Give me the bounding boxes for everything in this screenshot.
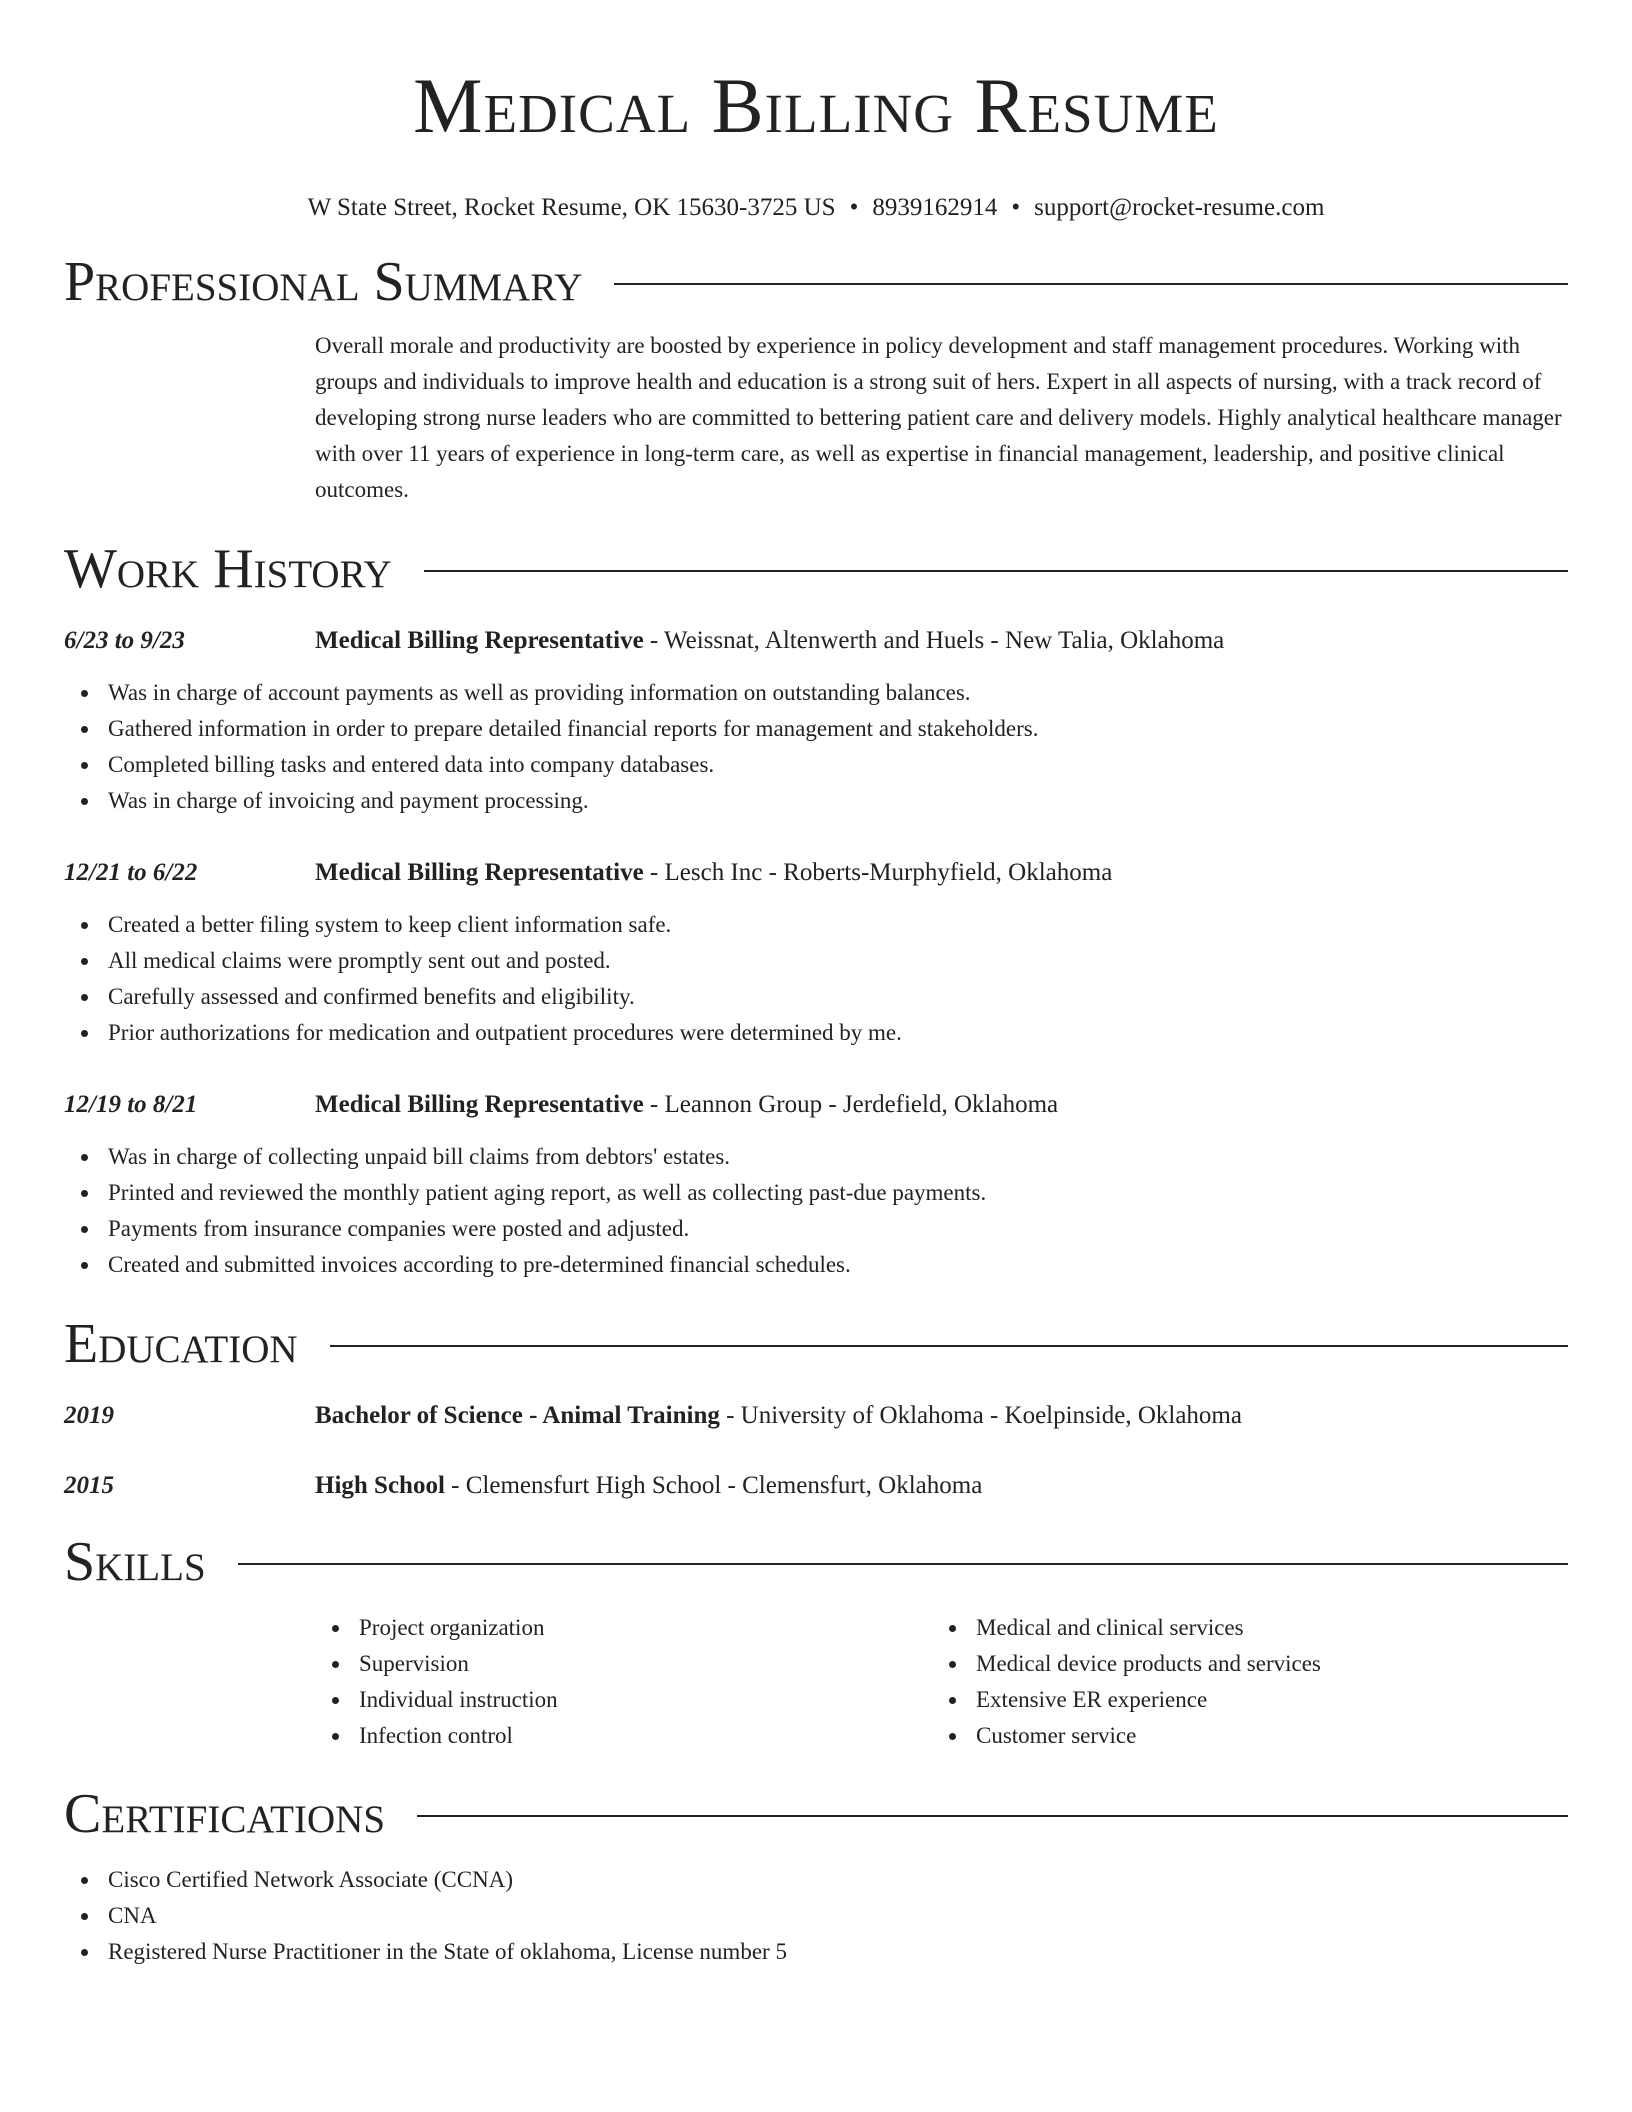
- summary-title: Professional Summary: [64, 251, 583, 313]
- list-item: Printed and reviewed the monthly patient aging report, as well as collecting past-due payments.: [64, 1175, 1568, 1211]
- bullet-dot: [332, 1625, 339, 1632]
- list-item: Was in charge of account payments as well as providing information on outstanding balances.: [64, 675, 1568, 711]
- job-role: Medical Billing Representative: [315, 859, 644, 886]
- education-year: 2015: [64, 1472, 114, 1499]
- bullet-dot: [81, 922, 88, 929]
- job-dates: 12/19 to 8/21: [64, 1091, 198, 1118]
- bullet-dot: [81, 762, 88, 769]
- list-item: Created a better filing system to keep client information safe.: [64, 907, 1568, 943]
- job-role: Medical Billing Representative: [315, 1091, 644, 1118]
- job-entry: [64, 857, 1568, 1051]
- education-entry: [64, 1400, 1568, 1432]
- list-item: Created and submitted invoices according to pre-determined financial schedules.: [64, 1247, 1568, 1283]
- education-section: [64, 1312, 1568, 1502]
- certifications-header: [64, 1782, 1568, 1846]
- bullet-dot: [81, 1913, 88, 1920]
- education-header: [64, 1312, 1568, 1376]
- list-item: Was in charge of collecting unpaid bill claims from debtors' estates.: [64, 1139, 1568, 1175]
- bullet-dot: [332, 1733, 339, 1740]
- education-degree: Bachelor of Science - Animal Training: [315, 1402, 720, 1429]
- list-item: Supervision: [315, 1646, 932, 1682]
- certifications-title: Certifications: [64, 1783, 386, 1845]
- list-item: Infection control: [315, 1718, 932, 1754]
- job-company-location: - Weissnat, Altenwerth and Huels - New Talia, Oklahoma: [643, 627, 1225, 654]
- education-line: [315, 1400, 1568, 1432]
- certifications-list: [64, 1862, 1568, 1970]
- skills-column-left: [315, 1610, 932, 1754]
- job-company-location: - Lesch Inc - Roberts-Murphyfield, Oklahoma: [643, 859, 1113, 886]
- job-title-line: [315, 857, 1568, 889]
- list-item: Carefully assessed and confirmed benefits and eligibility.: [64, 979, 1568, 1015]
- summary-text: Overall morale and productivity are boosted by experience in policy development and staff management procedures. Working with groups and individuals to improve health and education is a strong suit of hers. Expert in all aspects of nursing, with a track record of developing strong nurse leaders who are committed to bettering patient care and delivery models. Highly analytical healthcare manager with over 11 years of experience in long-term care, as well as expertise in financial management, leadership, and positive clinical outcomes.: [315, 333, 1562, 502]
- list-item: Project organization: [315, 1610, 932, 1646]
- contact-separator: •: [1011, 194, 1021, 221]
- list-item: CNA: [64, 1898, 1568, 1934]
- education-year: 2019: [64, 1402, 114, 1429]
- education-school-location: - Clemensfurt High School - Clemensfurt, Oklahoma: [444, 1472, 983, 1499]
- education-entry: [64, 1470, 1568, 1502]
- job-entry: [64, 1089, 1568, 1283]
- job-company-location: - Leannon Group - Jerdefield, Oklahoma: [643, 1091, 1059, 1118]
- skills-column-right: [932, 1610, 1549, 1754]
- summary-section: [64, 250, 1568, 508]
- section-divider: [614, 283, 1568, 285]
- bullet-dot: [81, 798, 88, 805]
- job-dates: 12/21 to 6/22: [64, 859, 198, 886]
- job-title-line: [315, 1089, 1568, 1121]
- bullet-dot: [81, 726, 88, 733]
- bullet-dot: [81, 1190, 88, 1197]
- bullet-dot: [81, 1030, 88, 1037]
- bullet-dot: [949, 1661, 956, 1668]
- contact-email: support@rocket-resume.com: [1034, 194, 1325, 221]
- contact-address: W State Street, Rocket Resume, OK 15630-3725 US: [307, 194, 836, 221]
- work-history-header: [64, 537, 1568, 601]
- section-divider: [417, 1815, 1568, 1817]
- bullet-dot: [81, 1154, 88, 1161]
- bullet-dot: [81, 958, 88, 965]
- job-dates: 6/23 to 9/23: [64, 627, 185, 654]
- skills-section: [64, 1530, 1568, 1754]
- bullet-dot: [81, 994, 88, 1001]
- bullet-dot: [949, 1625, 956, 1632]
- resume-name: Medical Billing Resume: [413, 62, 1219, 149]
- contact-separator: •: [849, 194, 859, 221]
- list-item: Completed billing tasks and entered data into company databases.: [64, 747, 1568, 783]
- certifications-section: [64, 1782, 1568, 1970]
- job-entry: [64, 625, 1568, 819]
- work-history-section: [64, 537, 1568, 1283]
- section-divider: [424, 570, 1568, 572]
- job-title-line: [315, 625, 1568, 657]
- bullet-dot: [949, 1697, 956, 1704]
- skills-grid: [315, 1610, 1568, 1754]
- list-item: Customer service: [932, 1718, 1549, 1754]
- list-item: Cisco Certified Network Associate (CCNA): [64, 1862, 1568, 1898]
- bullet-dot: [81, 1949, 88, 1956]
- list-item: Payments from insurance companies were posted and adjusted.: [64, 1211, 1568, 1247]
- list-item: Extensive ER experience: [932, 1682, 1549, 1718]
- list-item: Gathered information in order to prepare detailed financial reports for management and stakeholders.: [64, 711, 1568, 747]
- list-item: All medical claims were promptly sent out and posted.: [64, 943, 1568, 979]
- bullet-dot: [949, 1733, 956, 1740]
- education-degree: High School: [315, 1472, 445, 1499]
- list-item: Prior authorizations for medication and outpatient procedures were determined by me.: [64, 1015, 1568, 1051]
- skills-title: Skills: [64, 1531, 206, 1593]
- work-history-title: Work History: [64, 538, 392, 600]
- education-line: [315, 1470, 1568, 1502]
- contact-phone: 8939162914: [872, 194, 998, 221]
- bullet-dot: [81, 1262, 88, 1269]
- section-divider: [238, 1563, 1568, 1565]
- bullet-dot: [81, 1226, 88, 1233]
- education-title: Education: [64, 1313, 298, 1375]
- contact-line: [64, 192, 1568, 224]
- list-item: Individual instruction: [315, 1682, 932, 1718]
- bullet-dot: [332, 1661, 339, 1668]
- bullet-dot: [81, 690, 88, 697]
- list-item: Registered Nurse Practitioner in the State of oklahoma, License number 5: [64, 1934, 1568, 1970]
- job-duties: [64, 907, 1568, 1051]
- job-duties: [64, 675, 1568, 819]
- job-role: Medical Billing Representative: [315, 627, 644, 654]
- skills-header: [64, 1530, 1568, 1594]
- list-item: Medical and clinical services: [932, 1610, 1549, 1646]
- summary-header: [64, 250, 1568, 314]
- education-school-location: - University of Oklahoma - Koelpinside, Oklahoma: [719, 1402, 1242, 1429]
- section-divider: [330, 1345, 1568, 1347]
- job-duties: [64, 1139, 1568, 1283]
- list-item: Was in charge of invoicing and payment processing.: [64, 783, 1568, 819]
- bullet-dot: [81, 1877, 88, 1884]
- list-item: Medical device products and services: [932, 1646, 1549, 1682]
- bullet-dot: [332, 1697, 339, 1704]
